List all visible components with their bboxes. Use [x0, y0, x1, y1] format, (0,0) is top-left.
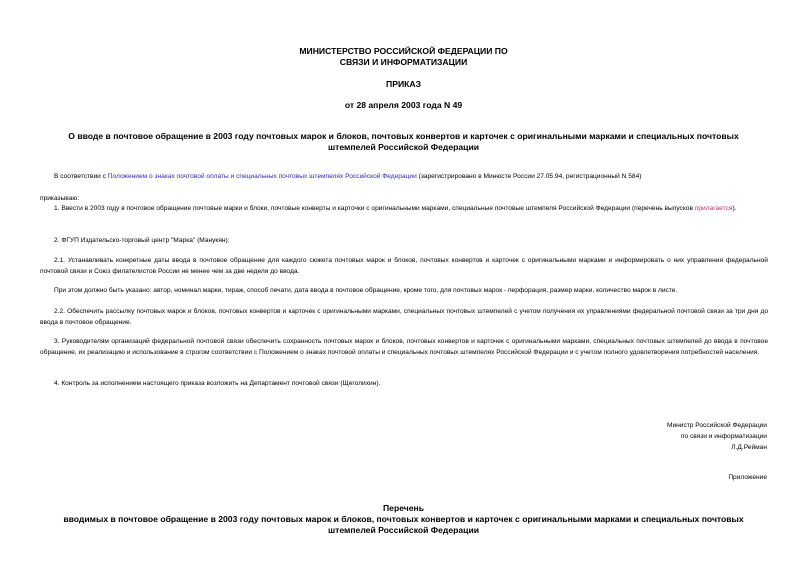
appendix-link[interactable]: прилагается — [694, 205, 733, 212]
document-type: ПРИКАЗ — [386, 79, 421, 89]
document-title-line2: штемпелей Российской Федерации — [327, 142, 480, 152]
appendix-title: Перечень — [382, 503, 424, 513]
signature-name: Л.Д.Рейман — [731, 444, 767, 451]
document-title-line1: О вводе в почтовое обращение в 2003 году почтовых марок и блоков, почтовых конвертов и карточек с оригинальными марками и специальных почтовых — [68, 131, 739, 141]
appendix-subtitle — [40, 514, 767, 536]
item-3-paragraph: 3. Руководителям организаций федеральной почтовой связи обеспечить сохранность почтовых марок и блоков, почтовых конвертов и карточек с оригинальными марками, специальных почтовых штемпелей до ввода в почтовое обращение, их реализацию и использование в строгом соответствии с Положением о знаках почтовой оплаты и специальных почтовых штемпелях Российской Федерации и с учетом полного удовлетворения потребностей населения. — [40, 338, 768, 356]
item-2-paragraph: 2. ФГУП Издательско-торговый центр "Марка" (Манукян): — [54, 237, 230, 244]
appendix-subtitle-line2: штемпелей Российской Федерации — [327, 525, 480, 535]
intro-paragraph — [40, 172, 768, 183]
intro-suffix: (зарегистрировано в Минюсте России 27.05.94, регистрационный N 584) — [416, 173, 642, 180]
item-1-paragraph — [40, 204, 768, 215]
document-date-number: от 28 апреля 2003 года N 49 — [344, 100, 463, 110]
item-2-1-paragraph: 2.1. Устанавливать конкретные даты ввода в почтовое обращение для каждого сюжета почтовых марок и блоков, почтовых конвертов и карточек с оригинальными марками и информировать о них управления федеральной почтовой связи и Союз филателистов России не менее чем за две недели до ввода. — [40, 257, 768, 275]
appendix-subtitle-line1: вводимых в почтовое обращение в 2003 году почтовых марок и блоков, почтовых конвертов и карточек с оригинальными марками и специальных почтовых — [63, 514, 744, 524]
ministry-name-line2: СВЯЗИ И ИНФОРМАТИЗАЦИИ — [339, 57, 468, 67]
item-1-end: ). — [732, 205, 737, 212]
signature-position-line2: по связи и информатизации — [680, 433, 767, 440]
item-4-paragraph: 4. Контроль за исполнением настоящего приказа возложить на Департамент почтовой связи (Щеголихин). — [54, 380, 381, 387]
regulation-link[interactable]: Положением о знаках почтовой оплаты и специальных почтовых штемпелях Российской Федерации — [107, 173, 417, 180]
item-2-2-paragraph: 2.2. Обеспечить рассылку почтовых марок и блоков, почтовых конвертов и карточек с оригинальными марками, специальных почтовых штемпелей с учетом получения их управлениями федеральной почтовой связи за три дня до ввода в почтовое обращение. — [40, 308, 768, 326]
signature-position-line1: Министр Российской Федерации — [666, 422, 767, 429]
order-word: приказываю: — [40, 195, 80, 202]
intro-prefix: В соответствии с — [54, 173, 108, 180]
appendix-label: Приложение — [728, 474, 767, 481]
document-title — [40, 131, 767, 153]
ministry-name-line1: МИНИСТЕРСТВО РОССИЙСКОЙ ФЕДЕРАЦИИ ПО — [299, 46, 508, 56]
item-2-1-details-paragraph: При этом должно быть указано: автор, номинал марки, тираж, способ печати, дата ввода в почтовое обращение, кроме того, для почтовых марок - перфорация, размер марки, количество марок в листе. — [54, 287, 678, 294]
item-1-text: 1. Ввести в 2003 году в почтовое обращение почтовые марки и блоки, почтовые конверты и карточки с оригинальными марками, специальные почтовые штемпеля Российской Федерации (перечень выпусков — [54, 205, 695, 212]
signature-block — [517, 420, 767, 453]
